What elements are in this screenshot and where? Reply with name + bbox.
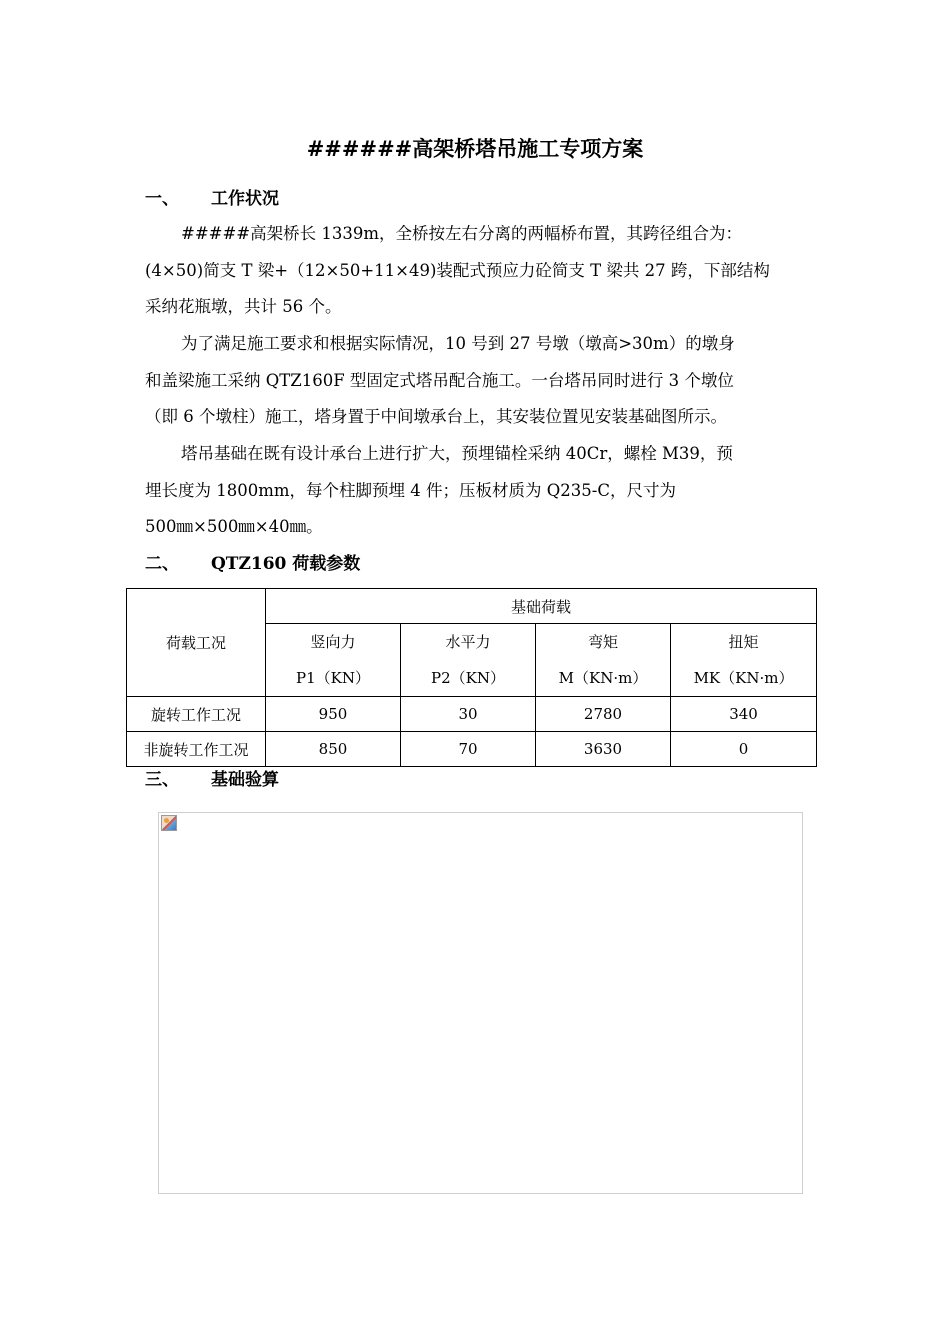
table-cell: 70 [401, 732, 536, 767]
column-name: 水平力 [445, 633, 491, 651]
paragraph-line: 塔吊基础在既有设计承台上进行扩大，预埋锚栓采纳 40Cr，螺栓 M39，预 [181, 444, 733, 463]
table-cell: 2780 [536, 697, 671, 732]
document-title: ######高架桥塔吊施工专项方案 [306, 136, 644, 161]
paragraph-line: (4×50)简支 T 梁+（12×50+11×49)装配式预应力砼简支 T 梁共 27 跨，下部结构 [145, 260, 770, 280]
table-cell: 0 [671, 732, 817, 767]
column-name: 竖向力 [310, 633, 356, 651]
paragraph-line: 埋长度为 1800mm，每个柱脚预埋 4 件；压板材质为 Q235-C，尺寸为 [145, 480, 676, 500]
section-3-number: 三、 [145, 770, 179, 790]
column-name: 扭矩 [728, 633, 759, 651]
column-unit: P1（KN） [296, 669, 370, 687]
table-cell: 340 [671, 697, 817, 732]
paragraph-foundation-spec [145, 436, 807, 546]
paragraph-line: #####高架桥长 1339m，全桥按左右分离的两幅桥布置，其跨径组合为： [181, 224, 743, 243]
table-row-label: 旋转工作工况 [127, 697, 266, 732]
paragraph-crane-usage [145, 326, 807, 436]
broken-image-icon [161, 815, 177, 831]
foundation-figure-placeholder [158, 812, 803, 1194]
table-row-label: 非旋转工作工况 [127, 732, 266, 767]
load-parameter-table [126, 588, 817, 767]
section-1-title: 工作状况 [211, 189, 279, 209]
column-name: 弯矩 [587, 633, 618, 651]
table-group-header: 基础荷载 [266, 589, 817, 624]
table-cell: 850 [266, 732, 401, 767]
section-2-number: 二、 [145, 554, 179, 574]
paragraph-line: 采纳花瓶墩，共计 56 个。 [145, 297, 342, 316]
table-cell: 3630 [536, 732, 671, 767]
section-2-title: QTZ160 荷载参数 [211, 554, 361, 574]
section-3-heading [145, 768, 279, 792]
table-column-header [536, 624, 671, 697]
table-row [127, 732, 817, 767]
table-column-header [401, 624, 536, 697]
section-1-number: 一、 [145, 189, 179, 209]
table-cell: 30 [401, 697, 536, 732]
column-unit: P2（KN） [431, 669, 505, 687]
table-cell: 950 [266, 697, 401, 732]
table-column-header [266, 624, 401, 697]
paragraph-line: （即 6 个墩柱）施工，塔身置于中间墩承台上，其安装位置见安装基础图所示。 [145, 407, 727, 426]
section-1-heading [145, 187, 279, 211]
paragraph-line: 和盖梁施工采纳 QTZ160F 型固定式塔吊配合施工。一台塔吊同时进行 3 个墩位 [145, 370, 734, 390]
table-row [127, 697, 817, 732]
paragraph-line: 500㎜×500㎜×40㎜。 [145, 517, 323, 536]
column-unit: MK（KN·m） [693, 669, 794, 687]
paragraph-bridge-overview [145, 216, 807, 326]
paragraph-line: 为了满足施工要求和根据实际情况，10 号到 27 号墩（墩高>30m）的墩身 [181, 334, 735, 353]
table-column-header [671, 624, 817, 697]
section-3-title: 基础验算 [211, 770, 279, 790]
column-unit: M（KN·m） [558, 669, 648, 687]
table-row-header: 荷载工况 [127, 589, 266, 697]
section-2-heading [145, 552, 360, 576]
